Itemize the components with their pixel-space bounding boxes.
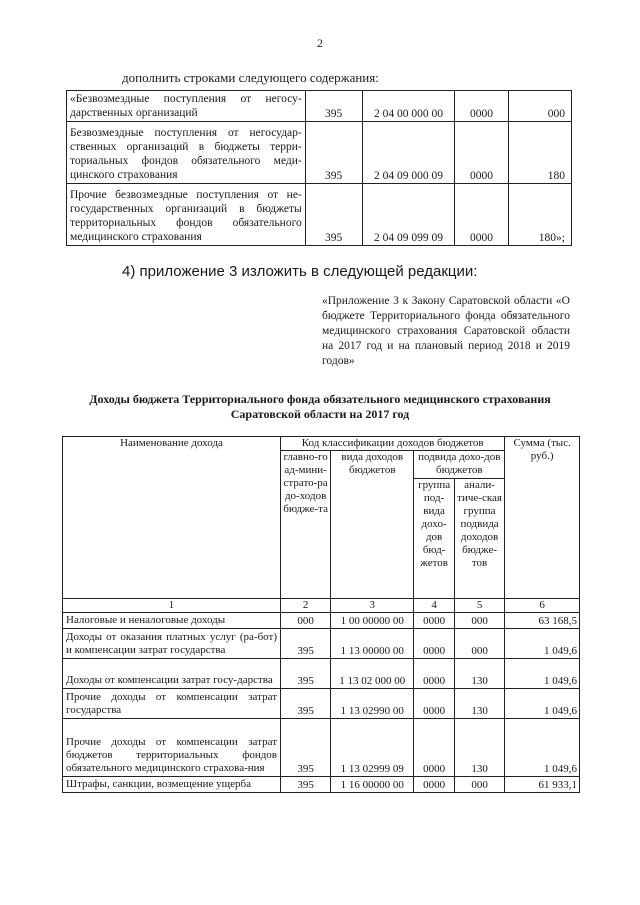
income-code: 2 04 09 099 09: [362, 184, 455, 246]
header-sum: Сумма (тыс. руб.): [505, 437, 580, 599]
col-number: 5: [454, 599, 504, 613]
admin-code: 395: [281, 659, 331, 689]
type-code: 1 13 02990 00: [331, 689, 414, 719]
subgroup-code: 0000: [455, 122, 508, 184]
header-subtype: подвида дохо-дов бюджетов: [414, 451, 505, 479]
sum-value: 1 049,6: [505, 659, 580, 689]
subgroup-code: 0000: [414, 659, 455, 689]
col-number: 1: [63, 599, 281, 613]
subgroup-code: 0000: [414, 777, 455, 793]
row-name: Прочие доходы от компенсации затрат бюджетов территориальных фондов обязательного медицинского страхова-ния: [63, 719, 281, 777]
table-row: [63, 689, 580, 719]
analytic-code: 180: [508, 122, 571, 184]
analytic-code: 000: [454, 629, 504, 659]
sum-value: 63 168,5: [505, 613, 580, 629]
row-name: Налоговые и неналоговые доходы: [63, 613, 281, 629]
col-number: 4: [414, 599, 455, 613]
subgroup-code: 0000: [414, 689, 455, 719]
analytic-code: 000: [454, 777, 504, 793]
table-row: [63, 777, 580, 793]
row-name: Безвозмездные поступления от негосудар-ственных организаций в бюджеты терри-ториальных фондов обязательного меди-цинского страхования: [67, 122, 306, 184]
col-number: 3: [331, 599, 414, 613]
analytic-code: 180»;: [508, 184, 571, 246]
col-number: 6: [505, 599, 580, 613]
income-code: 2 04 09 000 09: [362, 122, 455, 184]
table-row: [63, 659, 580, 689]
sum-value: 61 933,1: [505, 777, 580, 793]
admin-code: 395: [281, 777, 331, 793]
item-4-text: 4) приложение 3 изложить в следующей редакции:: [122, 263, 478, 280]
table-row: [63, 629, 580, 659]
sum-value: 1 049,6: [505, 629, 580, 659]
type-code: 1 16 00000 00: [331, 777, 414, 793]
table-row: [67, 122, 572, 184]
analytic-code: 130: [454, 659, 504, 689]
row-name: Штрафы, санкции, возмещение ущерба: [63, 777, 281, 793]
admin-code: 395: [281, 719, 331, 777]
additions-table: [66, 90, 572, 246]
header-subgroup: группа под-вида дохо-дов бюд-жетов: [414, 479, 455, 599]
table-row: [67, 91, 572, 122]
analytic-code: 130: [454, 719, 504, 777]
income-code: 2 04 00 000 00: [362, 91, 455, 122]
row-name: Доходы от оказания платных услуг (ра-бот) и компенсации затрат государства: [63, 629, 281, 659]
admin-code: 395: [281, 689, 331, 719]
sum-value: 1 049,6: [505, 719, 580, 777]
intro-text: дополнить строками следующего содержания:: [122, 70, 379, 85]
col-number: 2: [281, 599, 331, 613]
column-numbers-row: [63, 599, 580, 613]
type-code: 1 13 00000 00: [331, 629, 414, 659]
table-row: [63, 613, 580, 629]
header-analytic: анали-тиче-ская группа подвида доходов бюдже-тов: [454, 479, 504, 599]
table-row: [67, 184, 572, 246]
admin-code: 395: [305, 184, 362, 246]
subgroup-code: 0000: [455, 184, 508, 246]
header-code-group: Код классификации доходов бюджетов: [281, 437, 505, 451]
document-title: Доходы бюджета Территориального фонда обязательного медицинского страхования Саратовской области на 2017 год: [89, 392, 551, 421]
subgroup-code: 0000: [455, 91, 508, 122]
header-name: Наименование дохода: [63, 437, 281, 599]
row-name: Прочие доходы от компенсации затрат государства: [63, 689, 281, 719]
header-type: вида доходов бюджетов: [331, 451, 414, 599]
annex-reference: «Приложение 3 к Закону Саратовской области «О бюджете Территориального фонда обязательного медицинского страхования Саратовской области на 2017 год и на плановый период 2018 и 2019 годов»: [322, 295, 570, 367]
admin-code: 395: [305, 91, 362, 122]
table-row: [63, 719, 580, 777]
type-code: 1 13 02 000 00: [331, 659, 414, 689]
subgroup-code: 0000: [414, 629, 455, 659]
admin-code: 395: [305, 122, 362, 184]
income-table: [62, 436, 580, 793]
page-number: 2: [317, 36, 323, 50]
row-name: Прочие безвозмездные поступления от не-государственных организаций в бюджеты территориальных фондов обязательного медицинского страхования: [67, 184, 306, 246]
row-name: «Безвозмездные поступления от негосу-дарственных организаций: [67, 91, 306, 122]
type-code: 1 13 02999 09: [331, 719, 414, 777]
analytic-code: 000: [454, 613, 504, 629]
type-code: 1 00 00000 00: [331, 613, 414, 629]
admin-code: 000: [281, 613, 331, 629]
sum-value: 1 049,6: [505, 689, 580, 719]
header-admin: главно-го ад-мини-страто-ра до-ходов бюдже-та: [281, 451, 331, 599]
subgroup-code: 0000: [414, 719, 455, 777]
analytic-code: 130: [454, 689, 504, 719]
row-name: Доходы от компенсации затрат госу-дарства: [63, 659, 281, 689]
analytic-code: 000: [508, 91, 571, 122]
subgroup-code: 0000: [414, 613, 455, 629]
admin-code: 395: [281, 629, 331, 659]
